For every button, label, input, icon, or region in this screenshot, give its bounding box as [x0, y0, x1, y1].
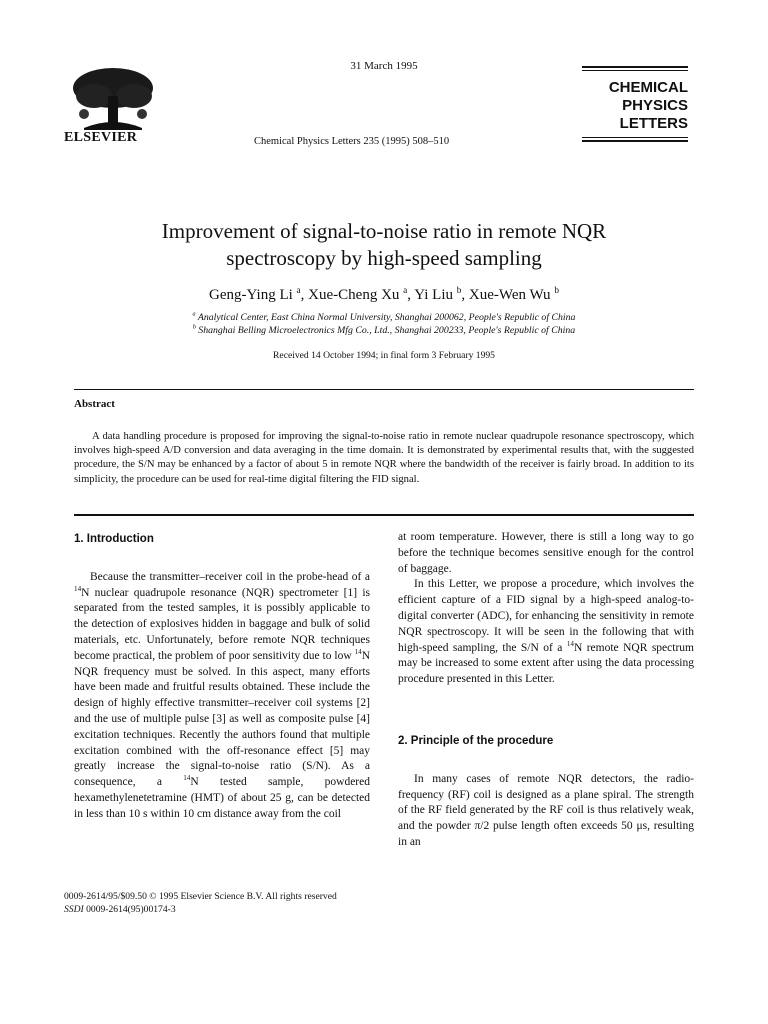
left-column [74, 532, 370, 823]
paper-title [0, 218, 768, 272]
author-name: Yi Liu [414, 287, 454, 303]
section-heading-introduction: 1. Introduction [74, 533, 154, 545]
ssdi-value: 0009-2614(95)00174-3 [83, 904, 176, 915]
intro-paragraph: In this Letter, we propose a procedure, which involves the efficient capture of a FID signal by a high-speed analog-to-digital converter (ADC), for enhancing the sensitivity in remote NQR spectroscopy. It will be seen in the following that with high-speed sampling, the S/N of a $^{14}$N remote NQR spectrum may be increased to some extent after using the data processing procedure presented in this Letter. [398, 578, 694, 686]
masthead-rule [582, 140, 688, 142]
masthead-rule [582, 70, 688, 71]
affiliations [0, 311, 768, 337]
issue-date: 31 March 1995 [350, 60, 418, 72]
abstract-bottom-rule [74, 514, 694, 516]
copyright-line: 0009-2614/95/$09.50 © 1995 Elsevier Science B.V. All rights reserved [64, 891, 337, 902]
masthead-rule [582, 66, 688, 68]
title-line: spectroscopy by high-speed sampling [226, 246, 542, 270]
elsevier-tree-logo [64, 66, 162, 140]
copyright-footer [64, 890, 337, 916]
author-name: Geng-Ying Li [209, 287, 293, 303]
author-affil-mark: b [554, 286, 559, 296]
author-affil-mark: a [296, 286, 301, 296]
journal-masthead [582, 66, 688, 144]
title-line: Improvement of signal-to-noise ratio in remote NQR [161, 219, 607, 243]
right-column [398, 530, 694, 851]
author-affil-mark: a [403, 286, 408, 296]
affiliation-text: Analytical Center, East China Normal University, Shanghai 200062, People's Republic of China [197, 312, 576, 323]
journal-citation: Chemical Physics Letters 235 (1995) 508–510 [254, 136, 450, 147]
abstract-top-rule [74, 389, 694, 390]
abstract-text: A data handling procedure is proposed for improving the signal-to-noise ratio in remote nuclear quadrupole resonance spectroscopy, which involves high-speed A/D conversion and data averaging in the time domain. It is demonstrated by experimental results that, with the suggested procedure, the S/N may be enhanced by a factor of about 5 in remote NQR where the bandwidth of the receiver is fairly broad. In addition to its simplicity, the procedure can be used for real-time digital filtering the FID signal. [74, 431, 694, 485]
affiliation-line [0, 311, 768, 324]
received-dates: Received 14 October 1994; in final form 3 February 1995 [273, 350, 495, 361]
journal-name-line: PHYSICS [622, 97, 688, 114]
ssdi-line [64, 903, 337, 916]
intro-paragraph: Because the transmitter–receiver coil in the probe-head of a $^{14}$N nuclear quadrupole resonance (NQR) spectrometer [1] is separated from the tested samples, it is possibly applicable to the detection of explosives hidden in baggage and bulk of solid materials, etc. Unfortunately, before remote NQR techniques become practical, the problem of poor sensitivity due to low $^{14}$N NQR frequency must be solved. In this aspect, many efforts have been made and fruitful results obtained. These include the design of highly effective transmitter–receiver coil systems [2] and the use of multiple pulse [3] as well as composite pulse [4] excitation techniques. Recently the authors found that multiple excitation combined with the off-resonance effect [5] may greatly increase the signal-to-noise ratio (S/N). As a consequence, a $^{14}$N tested sample, powdered hexamethylenetetramine (HMT) of about 25 g, can be detected in less than 10 s within 10 cm distance away from the coil [74, 570, 370, 820]
journal-name-line: LETTERS [619, 115, 688, 132]
abstract-heading: Abstract [74, 398, 115, 410]
masthead-rule [582, 137, 688, 138]
section-heading-principle: 2. Principle of the procedure [398, 734, 554, 747]
affiliation-text: Shanghai Belling Microelectronics Mfg Co., Ltd., Shanghai 200233, People's Republic of China [198, 325, 576, 336]
author-affil-mark: b [456, 286, 462, 296]
author-list: Geng-Ying Li $^a$, Xue-Cheng Xu $^a$, Yi Liu $^b$, Xue-Wen Wu $^b$ [209, 286, 559, 303]
affiliation-mark: a [192, 311, 196, 318]
author-name: Xue-Wen Wu [468, 287, 551, 303]
journal-name [582, 73, 688, 137]
journal-name-line: CHEMICAL [608, 79, 688, 96]
affiliation-line [0, 324, 768, 337]
author-name: Xue-Cheng Xu [308, 287, 400, 303]
publisher-name: ELSEVIER [64, 130, 138, 145]
principle-paragraph: In many cases of remote NQR detectors, the radio-frequency (RF) coil is designed as a plane spiral. The strength of the RF field generated by the RF coil is thus relatively weak, and the powder π/2 pulse length often exceeds 50 μs, resulting in an [398, 772, 694, 848]
intro-paragraph-continued: at room temperature. However, there is still a long way to go before the technique becomes sensitive enough for the control of baggage. [398, 531, 694, 575]
ssdi-label: SSDI [64, 904, 84, 915]
affiliation-mark: b [192, 324, 196, 331]
